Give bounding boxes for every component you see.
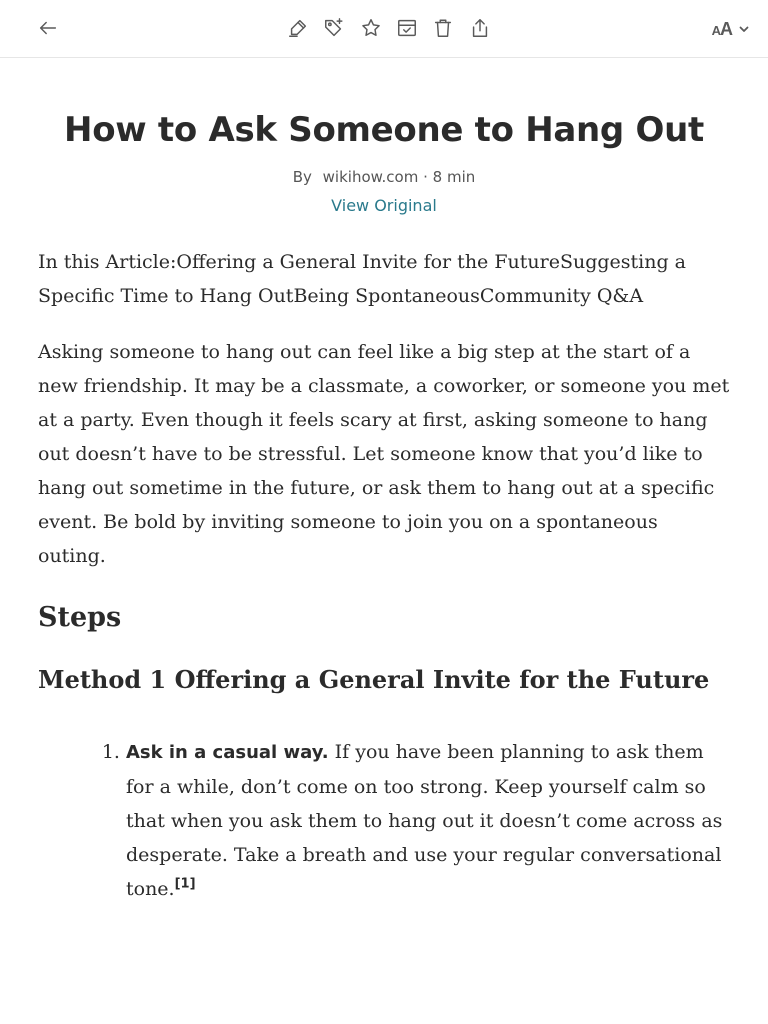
view-original-link[interactable]: View Original bbox=[331, 196, 437, 215]
trash-icon bbox=[432, 17, 454, 39]
top-toolbar bbox=[0, 0, 768, 58]
arrow-left-icon bbox=[37, 17, 59, 39]
reference-link[interactable]: [1] bbox=[174, 876, 196, 892]
font-settings-button[interactable] bbox=[712, 16, 750, 42]
table-of-contents: In this Article:Offering a General Invite for the FutureSuggesting a Specific Time to Hang OutBeing SpontaneousCommunity Q&A bbox=[38, 251, 687, 307]
steps-heading: Steps bbox=[38, 602, 122, 633]
source-domain: wikihow.com bbox=[322, 168, 419, 186]
star-icon bbox=[360, 17, 382, 39]
intro-paragraph: Asking someone to hang out can feel like a big step at the start of a new friendship. It may be a classmate, a coworker, or someone you met at a party. Even though it feels scary at first, asking someone to hang out doesn’t have to be stressful. Let someone know that you’d like to hang out sometime in the future, or ask them to hang out at a specific event. Be bold by inviting someone to join you on a spontaneous outing. bbox=[38, 341, 730, 567]
share-button[interactable] bbox=[466, 14, 494, 42]
byline-prefix: By bbox=[292, 168, 312, 186]
list-item bbox=[126, 735, 730, 906]
archive-button[interactable] bbox=[393, 14, 421, 42]
share-icon bbox=[469, 17, 491, 39]
byline-separator: · bbox=[423, 168, 428, 186]
article-title: How to Ask Someone to Hang Out bbox=[64, 110, 704, 150]
font-size-icon: AA bbox=[711, 18, 732, 39]
read-time: 8 min bbox=[432, 168, 476, 186]
highlight-button[interactable] bbox=[284, 14, 312, 42]
article bbox=[38, 58, 730, 906]
archive-icon bbox=[396, 17, 418, 39]
steps-list bbox=[38, 735, 730, 906]
step-text: If you have been planning to ask them for a while, don’t come on too strong. Keep yourself calm so that when you ask them to hang out it doesn’t come across as desperate. Take a breath and use your regular conversational tone. bbox=[126, 741, 723, 900]
method-heading: Method 1 Offering a General Invite for the Future bbox=[38, 665, 710, 694]
favorite-button[interactable] bbox=[357, 14, 385, 42]
delete-button[interactable] bbox=[429, 14, 457, 42]
step-title: Ask in a casual way. bbox=[126, 742, 329, 763]
tag-button[interactable] bbox=[320, 14, 348, 42]
tag-icon bbox=[323, 17, 345, 39]
back-button[interactable] bbox=[34, 14, 62, 42]
highlight-icon bbox=[287, 17, 309, 39]
chevron-down-icon bbox=[738, 23, 750, 35]
byline bbox=[38, 168, 730, 186]
